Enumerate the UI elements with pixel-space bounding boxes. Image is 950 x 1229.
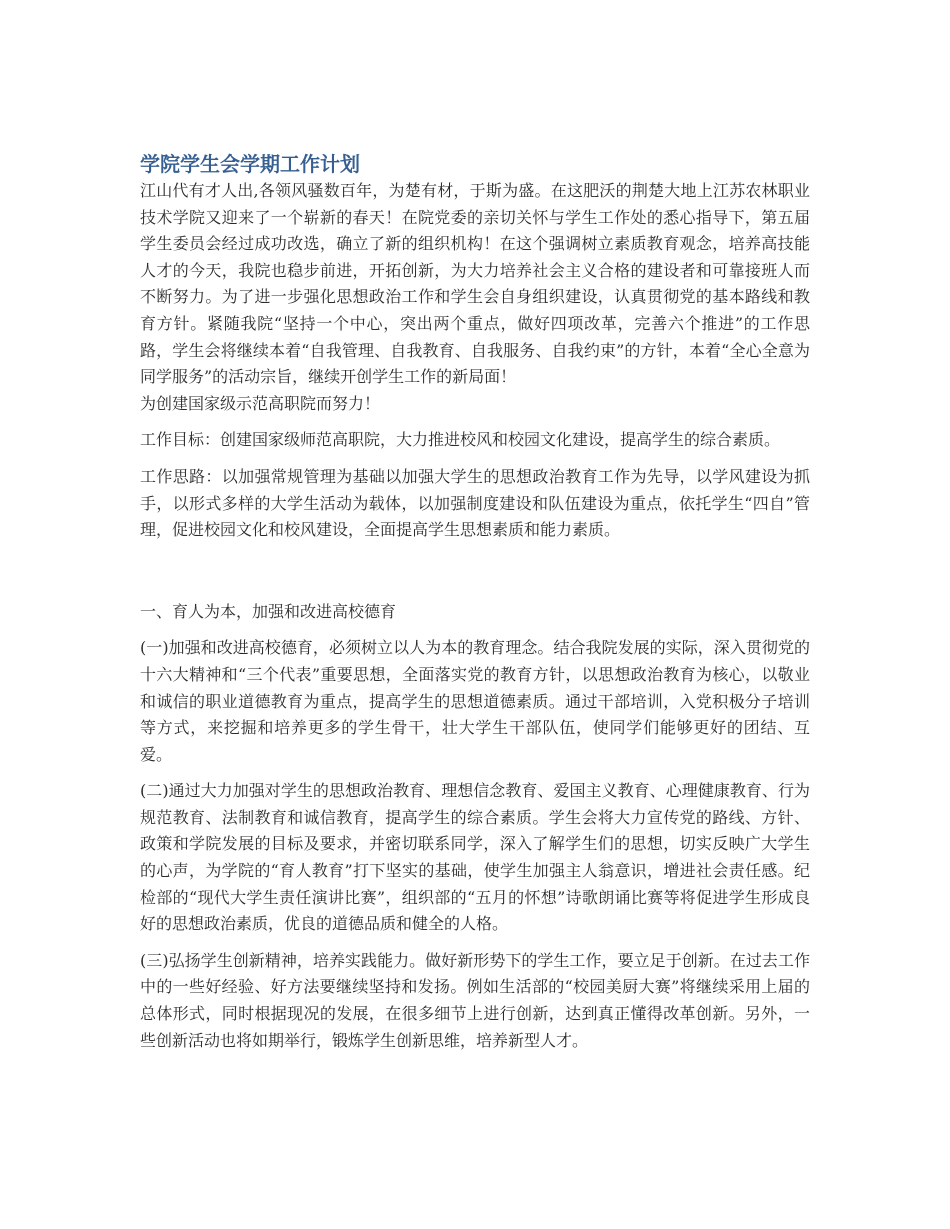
intro-last-line: 为创建国家级示范高职院而努力！ xyxy=(140,393,381,413)
item2-paragraph: (二)通过大力加强对学生的思想政治教育、理想信念教育、爱国主义教育、心理健康教育、行为规范教育、法制教育和诚信教育，提高学生的综合素质。学生会将大力宣传党的路线、方针、政策和学院发展的目标及要求，并密切联系同学，深入了解学生们的思想，切实反映广大学生的心声，为学院的“育人教育”打下坚实的基础，使学生加强主人翁意识，增进社会责任感。纪检部的“现代大学生责任演讲比赛”，组织部的“五月的怀想”诗歌朗诵比赛等将促进学生形成良好的思想政治素质，优良的道德品质和健全的人格。 xyxy=(140,781,810,934)
goal-paragraph: 工作目标：创建国家级师范高职院，大力推进校风和校园文化建设，提高学生的综合素质。 xyxy=(140,430,781,450)
document-page xyxy=(140,150,810,1064)
section-spacer xyxy=(140,554,810,599)
intro-paragraph xyxy=(140,178,810,417)
section1-heading: 一、育人为本，加强和改进高校德育 xyxy=(140,601,397,621)
approach-paragraph: 工作思路：以加强常规管理为基础以加强大学生的思想政治教育工作为先导，以学风建设为抓手，以形式多样的大学生活动为载体，以加强制度建设和队伍建设为重点，依托学生“四自”管理，促进校园文化和校风建设，全面提高学生思想素质和能力素质。 xyxy=(140,466,810,540)
document-title: 学院学生会学期工作计划 xyxy=(140,152,360,176)
item1-paragraph: (一)加强和改进高校德育，必须树立以人为本的教育理念。结合我院发展的实际，深入贯彻党的十六大精神和“三个代表”重要思想，全面落实党的教育方针，以思想政治教育为核心，以敬业和诚信的职业道德教育为重点，提高学生的思想道德素质。通过干部培训，入党积极分子培训等方式，来挖掘和培养更多的学生骨干，壮大学生干部队伍，使同学们能够更好的团结、互爱。 xyxy=(140,638,810,764)
item3-paragraph: (三)弘扬学生创新精神，培养实践能力。做好新形势下的学生工作，要立足于创新。在过去工作中的一些好经验、好方法要继续坚持和发扬。例如生活部的“校园美厨大赛”将继续采用上届的总体形式，同时根据现况的发展，在很多细节上进行创新，达到真正懂得改革创新。另外，一些创新活动也将如期举行，锻炼学生创新思维，培养新型人才。 xyxy=(140,950,810,1050)
intro-text: 江山代有才人出,各领风骚数百年，为楚有材，于斯为盛。在这肥沃的荆楚大地上江苏农林职业技术学院又迎来了一个崭新的春天！在院党委的亲切关怀与学生工作处的悉心指导下，第五届学生委员会经过成功改选，确立了新的组织机构！在这个强调树立素质教育观念，培养高技能人才的今天，我院也稳步前进，开拓创新，为大力培养社会主义合格的建设者和可靠接班人而不断努力。为了进一步强化思想政治工作和学生会自身组织建设，认真贯彻党的基本路线和教育方针。紧随我院“坚持一个中心，突出两个重点，做好四项改革，完善六个推进”的工作思路，学生会将继续本着“自我管理、自我教育、自我服务、自我约束”的方针，本着“全心全意为同学服务”的活动宗旨，继续开创学生工作的新局面！ xyxy=(140,181,810,387)
